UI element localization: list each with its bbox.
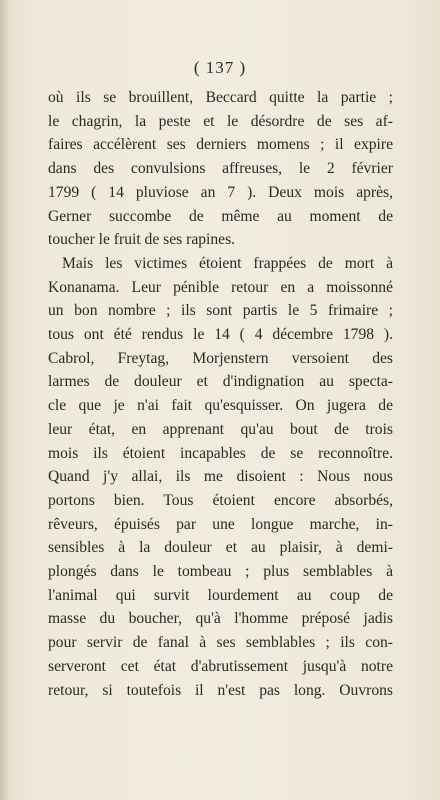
text-line: sensibles à la douleur et au plaisir, à demi-: [48, 539, 393, 557]
text-line: où ils se brouillent, Beccard quitte la partie ;: [48, 89, 393, 106]
text-line: toucher le fruit de ses rapines.: [48, 231, 236, 249]
text-line: le chagrin, la peste et le désordre de ses af-: [48, 112, 393, 130]
text-line: Konanama. Leur pénible retour en a moissonné: [48, 278, 393, 296]
text-line: dans des convulsions affreuses, le 2 février: [48, 160, 393, 178]
text-line: larmes de douleur et d'indignation au specta-: [48, 373, 393, 391]
text-line: plongés dans le tombeau ; plus semblables à: [48, 563, 393, 581]
text-line: masse du boucher, qu'à l'homme préposé jadis: [48, 610, 393, 628]
text-line: tous ont été rendus le 14 ( 4 décembre 1798 ).: [48, 326, 393, 344]
text-line: cle que je n'ai fait qu'esquisser. On jugera de: [48, 397, 393, 415]
text-line: rêveurs, épuisés par une longue marche, in-: [48, 515, 393, 533]
text-line: serveront cet état d'abrutissement jusqu'à notre: [48, 657, 393, 675]
text-line: Gerner succombe de même au moment de: [48, 207, 393, 225]
text-line: mois ils étoient incapables de se reconnoître.: [48, 444, 393, 462]
text-line: Cabrol, Freytag, Morjenstern versoient des: [48, 349, 393, 367]
text-line: 1799 ( 14 pluviose an 7 ). Deux mois après,: [48, 183, 393, 201]
page-number: ( 137 ): [193, 58, 247, 77]
text-line: Quand j'y allai, ils me disoient : Nous nous: [48, 468, 393, 486]
text-line: pour servir de fanal à ses semblables ; ils con-: [48, 634, 393, 652]
text-line: Mais les victimes étoient frappées de mort à: [62, 254, 393, 272]
gutter-shadow: [0, 0, 10, 800]
text-line: portons bien. Tous étoient encore absorbés,: [48, 491, 393, 509]
text-line: un bon nombre ; ils sont partis le 5 frimaire ;: [48, 302, 393, 320]
text-line: retour, si toutefois il n'est pas long. Ouvrons: [48, 681, 393, 699]
text-line: l'animal qui survit lourdement au coup de: [48, 586, 393, 604]
text-line: leur état, en apprenant qu'au bout de trois: [48, 420, 393, 438]
text-line: faires accélèrent ses derniers momens ; il expire: [48, 136, 393, 154]
body-text: [48, 86, 393, 702]
